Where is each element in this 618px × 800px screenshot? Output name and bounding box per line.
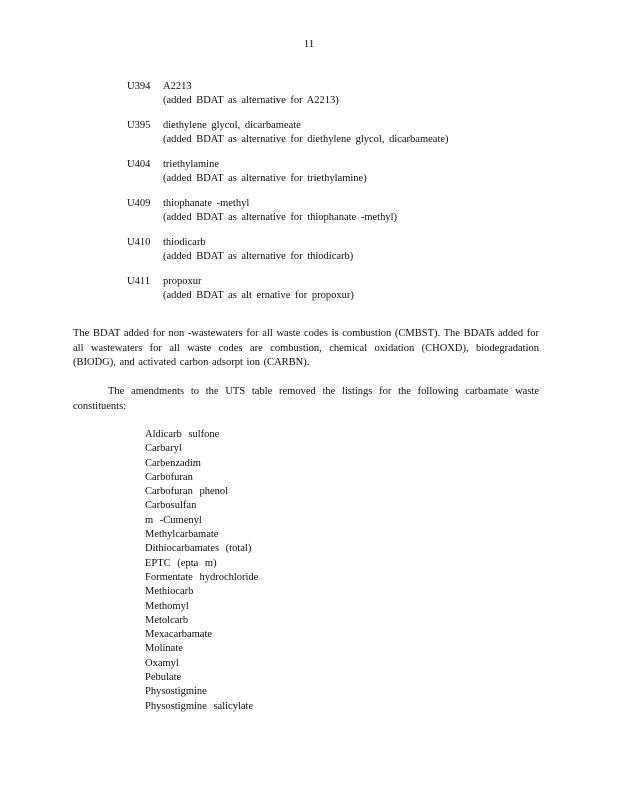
list-item: Pebulate: [145, 672, 182, 684]
bdat-note: (added BDAT as alternative for diethylene glycol, dicarbameate): [163, 134, 449, 145]
waste-code-entries: [127, 80, 547, 314]
page-number: 11: [303, 38, 315, 50]
uts-amendments-paragraph: The amendments to the UTS table removed the listings for the following carbamate waste constituents:: [73, 386, 539, 412]
list-item: Carbaryl: [145, 443, 182, 455]
list-item: Aldicarb sulfone: [145, 429, 220, 440]
waste-code-entry: [127, 158, 547, 186]
waste-code: U409: [127, 198, 151, 209]
bdat-note: (added BDAT as alternative for thiophanate -methyl): [163, 212, 397, 223]
removed-constituents-list: [145, 428, 258, 714]
bdat-summary-paragraph: The BDAT added for non -wastewaters for all waste codes is combustion (CMBST). The BDATs added for all wastewaters for all waste codes are combustion, chemical oxidation (CHOXD), biodegradation (BIODG), and activated carbon adsorpt ion (CARBN).: [73, 328, 539, 368]
waste-code-entry: [127, 80, 547, 108]
list-item: Carbenzadim: [145, 457, 201, 469]
list-item: Methiocarb: [145, 586, 194, 598]
bdat-note: (added BDAT as alternative for thiodicarb): [163, 251, 354, 262]
bdat-note: (added BDAT as alternative for triethylamine): [163, 173, 367, 184]
constituent-name: triethylamine: [163, 159, 219, 170]
waste-code: U404: [127, 159, 151, 170]
constituent-name: propoxur: [163, 276, 202, 287]
list-item: Mexacarbamate: [145, 629, 213, 641]
list-item: Physostigmine salicylate: [145, 700, 254, 712]
list-item: Carbosulfan: [145, 500, 197, 512]
bdat-note: (added BDAT as alternative for A2213): [163, 95, 339, 106]
list-item: Formentate hydrochloride: [145, 571, 259, 583]
list-item: Methomyl: [145, 600, 189, 612]
constituent-name: diethylene glycol, dicarbameate: [163, 120, 301, 131]
waste-code-entry: [127, 275, 547, 303]
waste-code: U410: [127, 237, 151, 248]
constituent-name: thiophanate -methyl: [163, 198, 250, 209]
list-item: Metolcarb: [145, 614, 189, 626]
bdat-note: (added BDAT as alt ernative for propoxur): [163, 290, 354, 301]
waste-code: U411: [127, 276, 150, 287]
list-item: Molinate: [145, 643, 183, 655]
constituent-name: thiodicarb: [163, 237, 206, 248]
list-item: Oxamyl: [145, 657, 179, 669]
waste-code-entry: [127, 236, 547, 264]
list-item: EPTC (epta m): [145, 557, 217, 569]
list-item: Carbofuran: [145, 471, 193, 483]
list-item: m -Cumenyl: [145, 514, 202, 526]
list-item: Physostigmine: [145, 686, 207, 698]
waste-code-entry: [127, 197, 547, 225]
waste-code: U394: [127, 81, 151, 92]
list-item: Carbofuran phenol: [145, 486, 229, 498]
constituent-name: A2213: [163, 81, 192, 92]
list-item: Dithiocarbamates (total): [145, 543, 252, 555]
waste-code-entry: [127, 119, 547, 147]
list-item: Methylcarbamate: [145, 529, 219, 541]
waste-code: U395: [127, 120, 151, 131]
